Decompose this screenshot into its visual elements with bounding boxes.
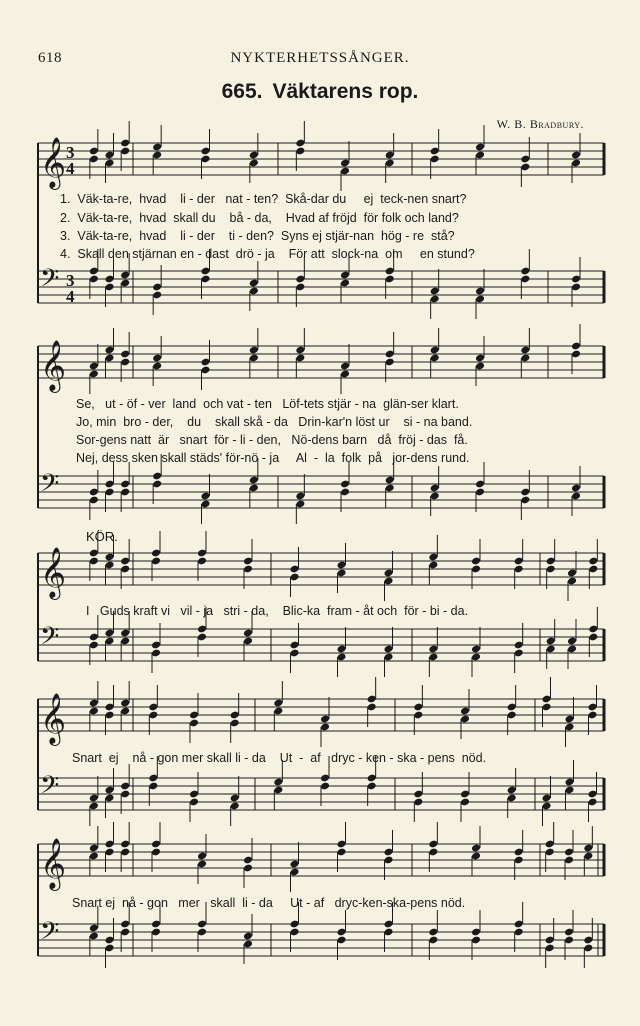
bass-clef-icon: 𝄢 — [40, 771, 60, 806]
chorus-line-1: I Guds kraft vi vil - ja stri - da, Blic-ka fram - åt och för - bi - da. — [86, 604, 469, 618]
verse-line-2-cont: Jo, min bro - der, du skall skå - da Drin-kar'n löst ur si - na band. — [76, 415, 473, 429]
verse-line-4: 4. Skall den stjärnan en - dast drö - ja För att slock-na om en stund? — [60, 247, 475, 261]
chorus-line-3: Snart ej nå - gon mer skall li - da Ut - af dryc-ken-ska-pens nöd. — [72, 896, 466, 910]
verse-line-1-cont: Se, ut - öf - ver land och vat - ten Löf-tets stjär - na glän-ser klart. — [76, 397, 459, 411]
time-signature-bottom: 4 — [66, 159, 75, 178]
page-number: 618 — [38, 50, 62, 66]
bass-clef-icon: 𝄢 — [40, 622, 60, 657]
verse-line-2: 2. Väk-ta-re, hvad skall du bå - da, Hvad af fröjd för folk och land? — [60, 211, 459, 225]
verse-line-3-cont: Sor-gens natt är snart för - li - den, Nö-dens barn då fröj - das få. — [76, 433, 468, 447]
verse-line-1: 1. Väk-ta-re, hvad li - der nat - ten? Skå-dar du ej teck-nen snart? — [60, 192, 467, 206]
time-signature-top: 3 — [66, 143, 75, 162]
running-head: NYKTERHETSSÅNGER. — [230, 50, 410, 66]
composer-initials: W. B. — [496, 117, 530, 131]
bass-clef-icon: 𝄢 — [40, 917, 60, 952]
hymn-title-text: Väktarens rop. — [272, 80, 419, 103]
chorus-line-2: Snart ej nå - gon mer skall li - da Ut - af dryc - ken - ska - pens nöd. — [72, 751, 487, 765]
time-signature-top: 3 — [66, 271, 75, 290]
treble-clef-icon: 𝄞 — [40, 340, 67, 391]
treble-clef-icon: 𝄞 — [40, 693, 67, 744]
chorus-label: KÖR. — [86, 529, 118, 544]
bass-clef-icon: 𝄢 — [40, 469, 60, 504]
treble-clef-icon: 𝄞 — [40, 838, 67, 889]
hymn-number: 665. — [221, 80, 263, 103]
treble-clef-icon: 𝄞 — [40, 547, 67, 598]
treble-clef-icon: 𝄞 — [40, 137, 67, 188]
verse-line-4-cont: Nej, dess sken skall städs' för-nö - ja Al - la folk på jor-dens rund. — [76, 451, 470, 465]
verse-line-3: 3. Väk-ta-re, hvad li - der ti - den? Syns ej stjär-nan hög - re stå? — [60, 229, 455, 243]
time-signature-bottom: 4 — [66, 287, 75, 306]
bass-clef-icon: 𝄢 — [40, 264, 60, 299]
composer-surname: Bradbury. — [529, 117, 584, 131]
